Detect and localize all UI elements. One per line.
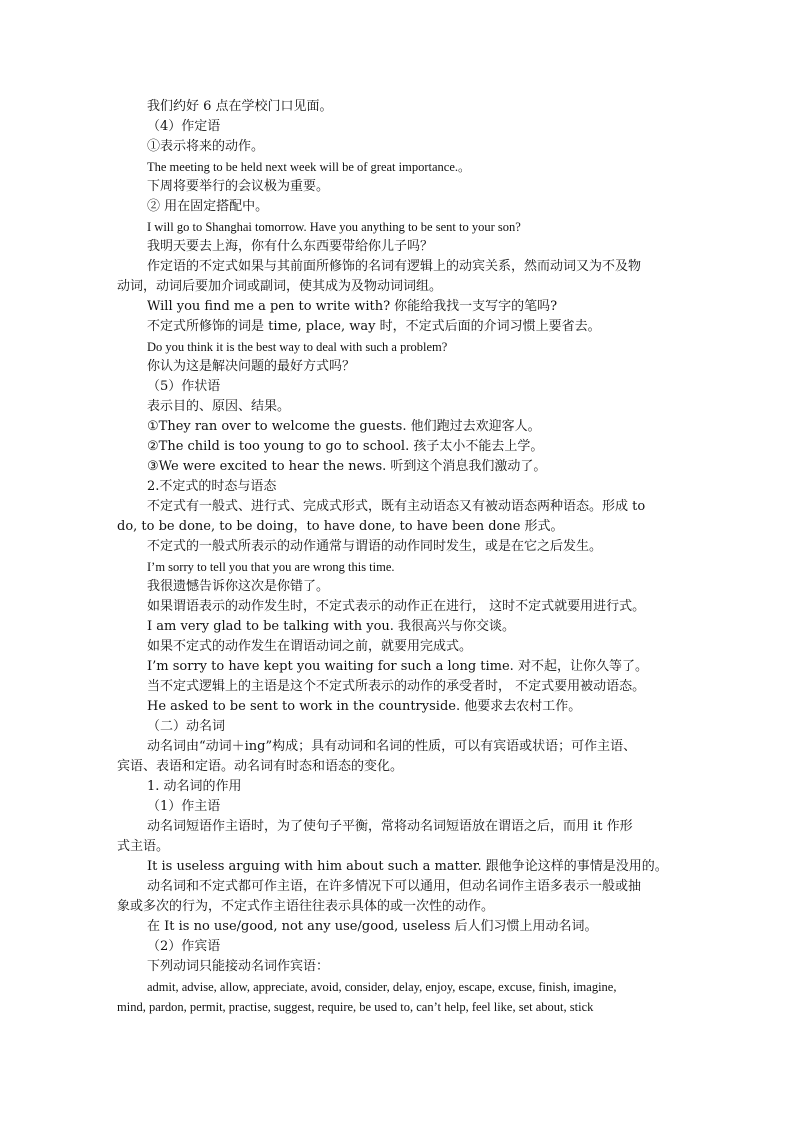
paragraph-line: 不定式有一般式、进行式、完成式形式，既有主动语态又有被动语态两种语态。形成 to [147, 499, 646, 514]
paragraph-line: 不定式的一般式所表示的动作通常与谓语的动作同时发生，或是在它之后发生。 [147, 539, 603, 554]
section-heading: （5）作状语 [147, 379, 221, 394]
paragraph-line: 宾语、表语和定语。动名词有时态和语态的变化。 [117, 759, 404, 774]
paragraph-line: 如果不定式的动作发生在谓语动词之前，就要用完成式。 [147, 639, 473, 654]
text-line: 表示目的、原因、结果。 [147, 399, 291, 414]
paragraph-line: 象或多次的行为，不定式作主语往往表示具体的或一次性的动作。 [117, 899, 495, 914]
document-body [117, 97, 677, 1017]
example-sentence: I will go to Shanghai tomorrow. Have you anything to be sent to your son? [147, 220, 521, 234]
example-sentence: Will you find me a pen to write with? 你能给我找一支写字的笔吗? [147, 299, 558, 314]
word-list-line: mind, pardon, permit, practise, suggest, require, be used to, can’t help, feel like, set about, stick [117, 1000, 594, 1014]
section-heading: （二）动名词 [147, 719, 226, 734]
translation-line: 我明天要去上海，你有什么东西要带给你儿子吗？ [147, 239, 434, 254]
paragraph-line: 当不定式逻辑上的主语是这个不定式所表示的动作的承受者时， 不定式要用被动语态。 [147, 679, 646, 694]
word-list-line: admit, advise, allow, appreciate, avoid, consider, delay, enjoy, escape, excuse, finish, imagine, [147, 980, 617, 994]
example-sentence: The meeting to be held next week will be of great importance.。 [147, 160, 471, 174]
translation-line: 你认为这是解决问题的最好方式吗？ [147, 359, 356, 374]
example-sentence: ②The child is too young to go to school. 孩子太小不能去上学。 [147, 439, 544, 454]
paragraph-line: 动名词短语作主语时，为了使句子平衡，常将动名词短语放在谓语之后，而用 it 作形 [147, 819, 633, 834]
text-line: ② 用在固定搭配中。 [147, 199, 269, 214]
section-heading: （2）作宾语 [147, 939, 221, 954]
paragraph-line: 不定式所修饰的词是 time, place, way 时，不定式后面的介词习惯上要省去。 [147, 319, 601, 334]
paragraph-line: 动词，动词后要加介词或副词，使其成为及物动词词组。 [117, 279, 443, 294]
section-heading: 1. 动名词的作用 [147, 779, 242, 794]
translation-line: 我很遗憾告诉你这次是你错了。 [147, 579, 330, 594]
paragraph-line: 动名词和不定式都可作主语，在许多情况下可以通用，但动名词作主语多表示一般或抽 [147, 879, 642, 894]
section-heading: （1）作主语 [147, 799, 221, 814]
text-line: ①表示将来的动作。 [147, 139, 265, 154]
text-line: 我们约好 6 点在学校门口见面。 [147, 99, 333, 114]
example-sentence: I’m sorry to have kept you waiting for such a long time. 对不起，让你久等了。 [147, 659, 648, 674]
section-heading: 2.不定式的时态与语态 [147, 479, 277, 494]
translation-line: 下周将要举行的会议极为重要。 [147, 179, 330, 194]
section-heading: （4）作定语 [147, 119, 221, 134]
example-sentence: I’m sorry to tell you that you are wrong this time. [147, 560, 395, 574]
example-sentence: It is useless arguing with him about such a matter. 跟他争论这样的事情是没用的。 [147, 859, 668, 874]
paragraph-line: 式主语。 [117, 839, 170, 854]
paragraph-line: 下列动词只能接动名词作宾语： [147, 959, 330, 974]
example-sentence: I am very glad to be talking with you. 我很高兴与你交谈。 [147, 619, 516, 634]
example-sentence: ①They ran over to welcome the guests. 他们跑过去欢迎客人。 [147, 419, 541, 434]
paragraph-line: 在 It is no use/good, not any use/good, useless 后人们习惯上用动名词。 [147, 919, 598, 934]
paragraph-line: 作定语的不定式如果与其前面所修饰的名词有逻辑上的动宾关系，然而动词又为不及物 [147, 259, 642, 274]
example-sentence: ③We were excited to hear the news. 听到这个消息我们激动了。 [147, 459, 547, 474]
example-sentence: He asked to be sent to work in the countryside. 他要求去农村工作。 [147, 699, 582, 714]
example-sentence: Do you think it is the best way to deal with such a problem? [147, 340, 448, 354]
paragraph-line: 如果谓语表示的动作发生时，不定式表示的动作正在进行， 这时不定式就要用进行式。 [147, 599, 646, 614]
paragraph-line: 动名词由“动词＋ing”构成；具有动词和名词的性质，可以有宾语或状语；可作主语、 [147, 739, 637, 754]
paragraph-line: do, to be done, to be doing，to have done, to have been done 形式。 [117, 519, 564, 534]
